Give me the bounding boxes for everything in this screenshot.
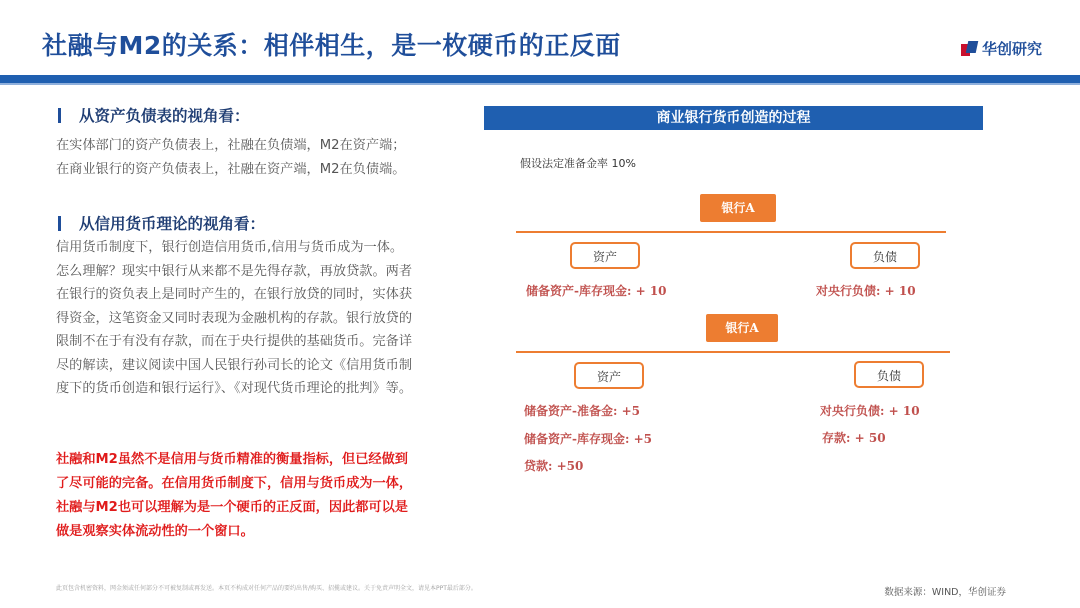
company-logo	[961, 38, 1042, 59]
header-divider	[0, 75, 1080, 83]
data-source: 数据来源：WIND，华创证券	[884, 587, 1006, 598]
liability-box: 负债	[850, 242, 920, 269]
section-paragraph: 在实体部门的资产负债表上，社融在负债端，M2在资产端；在商业银行的资产负债表上，社融在资产端，M2在负债端。	[56, 138, 406, 177]
heading-bar-icon	[58, 108, 61, 123]
asset-entry: 储备资产-准备金: +5	[524, 404, 640, 418]
section-heading-text: 从资产负债表的视角看：	[79, 107, 250, 125]
section-heading-balance-sheet	[58, 104, 250, 126]
section-heading-text: 从信用货币理论的视角看：	[79, 215, 266, 233]
liability-entry: 对央行负债: + 10	[820, 404, 920, 418]
highlight-conclusion: 社融和M2虽然不是信用与货币精准的衡量指标，但已经做到了尽可能的完备。在信用货币制度下，信用与货币成为一体，社融与M2也可以理解为是一个硬币的正反面，因此都可以是做是观察实体流动性的一个窗口。	[56, 452, 413, 539]
liability-entry: 存款: + 50	[822, 431, 886, 445]
logo-text: 华创研究	[981, 40, 1042, 58]
divider-line	[516, 351, 950, 353]
asset-box: 资产	[574, 362, 644, 389]
footer-disclaimer: 此页包含机密资料，网金须或任何部分不可被复制或再发送。本页不构成对任何产品的要约出售/购买、招揽或建议。关于免责声明全文，请见本PPT最后部分。	[56, 585, 477, 592]
heading-bar-icon	[58, 216, 61, 231]
asset-entry: 贷款: +50	[524, 459, 584, 473]
asset-entry: 储备资产-库存现金: + 10	[526, 284, 667, 298]
divider-line	[516, 231, 946, 233]
reserve-ratio-note: 假设法定准备金率 10%	[520, 157, 636, 170]
page-title: 社融与M2的关系：相伴相生，是一枚硬币的正反面	[42, 31, 621, 60]
section-heading-credit-money	[58, 212, 265, 234]
logo-mark-icon	[961, 41, 977, 57]
liability-entry: 对央行负债: + 10	[816, 284, 916, 298]
liability-box: 负债	[854, 361, 924, 388]
bank-a-box: 银行A	[700, 194, 776, 222]
bank-a-box: 银行A	[706, 314, 778, 342]
asset-entry: 储备资产-库存现金: +5	[524, 432, 652, 446]
section-paragraph: 信用货币制度下，银行创造信用货币,信用与货币成为一体。怎么理解？现实中银行从来都不是先得存款，再放贷款。两者在银行的资负表上是同时产生的，在银行放贷的同时，实体获得资金，这笔资金又同时表现为金融机构的存款。银行放贷的限制不在于有没有存款，而在于央行提供的基础货币。完备详尽的解读，建议阅读中国人民银行孙司长的论文《信用货币制度下的货币创造和银行运行》、《对现代货币理论的批判》等。	[56, 240, 413, 396]
header-divider-thin	[0, 83, 1080, 85]
asset-box: 资产	[570, 242, 640, 269]
diagram-header: 商业银行货币创造的过程	[484, 106, 983, 130]
